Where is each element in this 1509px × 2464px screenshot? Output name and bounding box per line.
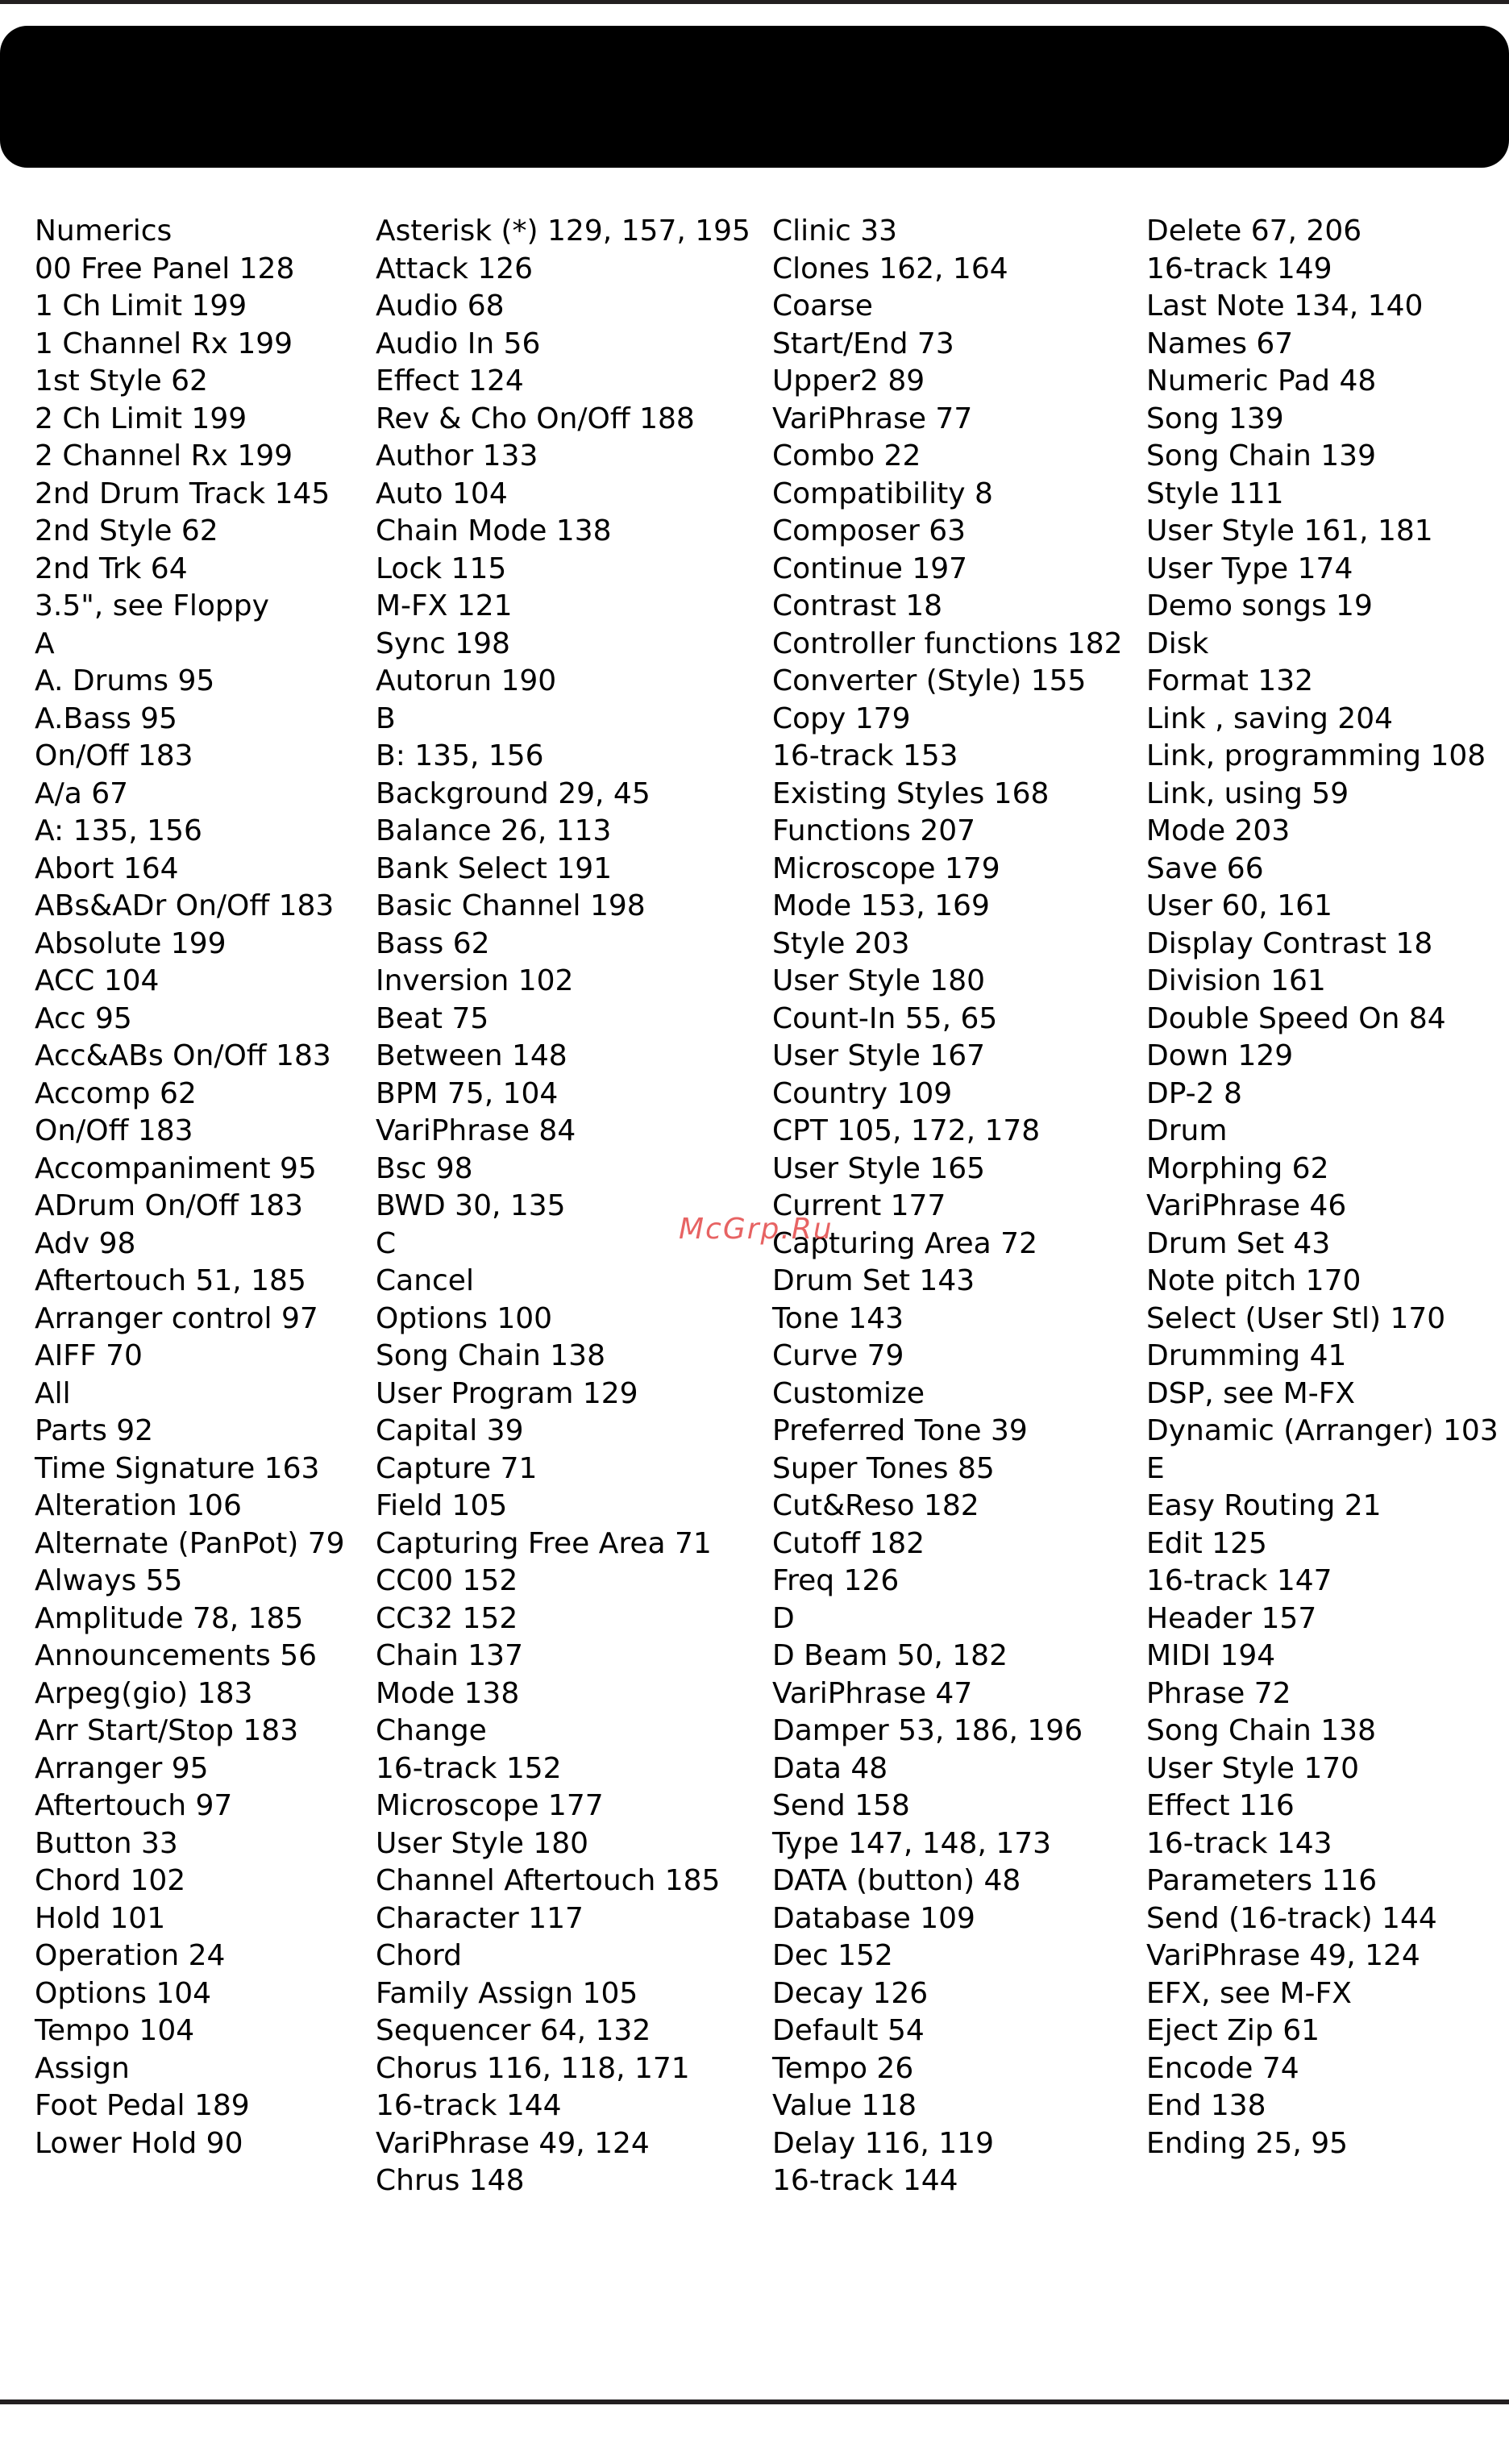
- index-entry: 2 Ch Limit 199: [35, 402, 247, 435]
- index-entry: Database 109: [772, 1901, 975, 1935]
- index-entry: Converter (Style) 155: [772, 664, 1087, 697]
- index-entry: Alternate (PanPot) 79: [35, 1526, 345, 1560]
- index-entry: Aftertouch 51, 185: [35, 1264, 306, 1297]
- index-entry: Options 104: [35, 1976, 212, 2010]
- index-entry: B: [376, 701, 396, 735]
- index-entry: Delay 116, 119: [772, 2126, 994, 2160]
- index-entry: Type 147, 148, 173: [772, 1826, 1052, 1860]
- index-entry: Acc&ABs On/Off 183: [35, 1039, 331, 1072]
- index-column-2: [376, 213, 750, 2200]
- index-entry: Existing Styles 168: [772, 776, 1050, 810]
- index-entry: AIFF 70: [35, 1339, 143, 1372]
- index-entry: User Style 165: [772, 1151, 986, 1185]
- index-entry: Demo songs 19: [1146, 589, 1373, 622]
- index-entry: User 60, 161: [1146, 889, 1332, 922]
- index-entry: Always 55: [35, 1564, 183, 1597]
- index-entry: Link , saving 204: [1146, 701, 1393, 735]
- index-entry: Button 33: [35, 1826, 178, 1860]
- index-entry: Super Tones 85: [772, 1451, 995, 1485]
- index-entry: Down 129: [1146, 1039, 1294, 1072]
- index-entry: Count-In 55, 65: [772, 1001, 998, 1035]
- index-entry: Effect 124: [376, 364, 524, 397]
- index-entry: Parts 92: [35, 1414, 154, 1447]
- index-entry: CC32 152: [376, 1601, 518, 1635]
- index-entry: Rev & Cho On/Off 188: [376, 402, 695, 435]
- index-entry: Easy Routing 21: [1146, 1489, 1382, 1522]
- index-column-3: [772, 213, 1123, 2200]
- index-entry: Combo 22: [772, 439, 921, 472]
- index-entry: Author 133: [376, 439, 538, 472]
- index-entry: VariPhrase 77: [772, 402, 973, 435]
- index-entry: Sequencer 64, 132: [376, 2014, 651, 2047]
- index-entry: User Type 174: [1146, 551, 1353, 585]
- index-entry: Field 105: [376, 1489, 508, 1522]
- index-entry: Capturing Area 72: [772, 1226, 1037, 1260]
- index-entry: Style 111: [1146, 477, 1284, 510]
- index-entry: Chord: [376, 1939, 462, 1972]
- index-entry: 00 Free Panel 128: [35, 252, 295, 285]
- index-entry: User Style 180: [772, 964, 986, 997]
- index-entry: Foot Pedal 189: [35, 2089, 250, 2122]
- index-entry: Default 54: [772, 2014, 925, 2047]
- index-entry: Clinic 33: [772, 214, 898, 248]
- index-entry: Continue 197: [772, 551, 968, 585]
- index-entry: Select (User Stl) 170: [1146, 1301, 1446, 1335]
- index-entry: Clones 162, 164: [772, 252, 1008, 285]
- index-entry: Tone 143: [772, 1301, 904, 1335]
- index-entry: Mode 153, 169: [772, 889, 990, 922]
- index-entry: Last Note 134, 140: [1146, 289, 1424, 323]
- index-entry: Preferred Tone 39: [772, 1414, 1028, 1447]
- index-entry: Accompaniment 95: [35, 1151, 317, 1185]
- index-entry: Header 157: [1146, 1601, 1317, 1635]
- index-entry: DP-2 8: [1146, 1076, 1242, 1110]
- index-entry: Decay 126: [772, 1976, 929, 2010]
- index-entry: Ending 25, 95: [1146, 2126, 1349, 2160]
- index-entry: User Style 170: [1146, 1751, 1360, 1785]
- top-rule: [0, 0, 1509, 4]
- index-entry: All: [35, 1376, 71, 1410]
- index-entry: 2 Channel Rx 199: [35, 439, 293, 472]
- index-entry: 16-track 152: [376, 1751, 562, 1785]
- index-entry: 2nd Drum Track 145: [35, 477, 330, 510]
- index-entry: Upper2 89: [772, 364, 925, 397]
- index-entry: ACC 104: [35, 964, 160, 997]
- index-entry: Cutoff 182: [772, 1526, 925, 1560]
- index-entry: 16-track 153: [772, 739, 958, 772]
- index-entry: Background 29, 45: [376, 776, 651, 810]
- index-entry: 16-track 144: [772, 2164, 958, 2197]
- index-entry: BPM 75, 104: [376, 1076, 559, 1110]
- index-entry: Compatibility 8: [772, 477, 993, 510]
- index-entry: Asterisk (*) 129, 157, 195: [376, 214, 750, 248]
- index-entry: Encode 74: [1146, 2051, 1299, 2085]
- index-entry: A. Drums 95: [35, 664, 215, 697]
- header-band: [0, 26, 1509, 168]
- index-entry: Hold 101: [35, 1901, 166, 1935]
- index-entry: Link, programming 108: [1146, 739, 1486, 772]
- index-entry: Arranger control 97: [35, 1301, 318, 1335]
- bottom-rule: [0, 2399, 1509, 2404]
- index-entry: Effect 116: [1146, 1789, 1295, 1822]
- index-entry: Phrase 72: [1146, 1676, 1291, 1710]
- index-entry: User Style 161, 181: [1146, 514, 1433, 547]
- index-entry: Song Chain 138: [376, 1339, 605, 1372]
- index-entry: Attack 126: [376, 252, 534, 285]
- index-entry: Send (16-track) 144: [1146, 1901, 1437, 1935]
- index-entry: C: [376, 1226, 397, 1260]
- index-entry: VariPhrase 49, 124: [376, 2126, 650, 2160]
- index-entry: VariPhrase 84: [376, 1114, 576, 1147]
- index-entry: Format 132: [1146, 664, 1314, 697]
- index-entry: Tempo 104: [35, 2014, 195, 2047]
- index-entry: Value 118: [772, 2089, 917, 2122]
- index-entry: 16-track 149: [1146, 252, 1332, 285]
- index-entry: Song Chain 138: [1146, 1714, 1376, 1747]
- index-entry: VariPhrase 47: [772, 1676, 973, 1710]
- index-entry: On/Off 183: [35, 1114, 193, 1147]
- index-entry: Chord 102: [35, 1864, 186, 1897]
- index-entry: Inversion 102: [376, 964, 574, 997]
- index-entry: CPT 105, 172, 178: [772, 1114, 1041, 1147]
- index-entry: Family Assign 105: [376, 1976, 638, 2010]
- index-entry: Controller functions 182: [772, 626, 1123, 660]
- index-entry: 1 Ch Limit 199: [35, 289, 247, 323]
- index-entry: Disk: [1146, 626, 1209, 660]
- index-entry: Arranger 95: [35, 1751, 209, 1785]
- index-entry: VariPhrase 49, 124: [1146, 1939, 1420, 1972]
- index-entry: Curve 79: [772, 1339, 904, 1372]
- index-entry: Save 66: [1146, 851, 1264, 885]
- index-entry: Mode 203: [1146, 814, 1291, 847]
- index-entry: Dynamic (Arranger) 103: [1146, 1414, 1499, 1447]
- index-column-1: [35, 213, 345, 2162]
- index-entry: 1 Channel Rx 199: [35, 327, 293, 360]
- index-entry: MIDI 194: [1146, 1639, 1276, 1672]
- index-entry: Lock 115: [376, 551, 507, 585]
- index-entry: Drum Set 43: [1146, 1226, 1331, 1260]
- index-entry: Chrus 148: [376, 2164, 525, 2197]
- index-entry: A: [35, 626, 55, 660]
- index-entry: Capital 39: [376, 1414, 524, 1447]
- index-entry: Send 158: [772, 1789, 910, 1822]
- index-entry: User Style 180: [376, 1826, 589, 1860]
- index-entry: VariPhrase 46: [1146, 1189, 1347, 1222]
- index-entry: Numeric Pad 48: [1146, 364, 1377, 397]
- index-entry: Assign: [35, 2051, 130, 2085]
- index-entry: Eject Zip 61: [1146, 2014, 1320, 2047]
- index-entry: A: 135, 156: [35, 814, 202, 847]
- index-entry: 2nd Style 62: [35, 514, 218, 547]
- index-entry: Country 109: [772, 1076, 953, 1110]
- index-entry: 1st Style 62: [35, 364, 208, 397]
- index-entry: Chain Mode 138: [376, 514, 612, 547]
- index-entry: Morphing 62: [1146, 1151, 1329, 1185]
- index-entry: Tempo 26: [772, 2051, 914, 2085]
- index-entry: Balance 26, 113: [376, 814, 612, 847]
- index-entry: Damper 53, 186, 196: [772, 1714, 1083, 1747]
- index-entry: Options 100: [376, 1301, 553, 1335]
- index-entry: 16-track 147: [1146, 1564, 1332, 1597]
- index-entry: D: [772, 1601, 795, 1635]
- index-entry: Dec 152: [772, 1939, 893, 1972]
- index-column-4: [1146, 213, 1499, 2162]
- index-entry: Capture 71: [376, 1451, 538, 1485]
- index-entry: DSP, see M-FX: [1146, 1376, 1356, 1410]
- index-entry: Absolute 199: [35, 926, 227, 960]
- index-entry: Composer 63: [772, 514, 967, 547]
- index-entry: D Beam 50, 182: [772, 1639, 1008, 1672]
- index-entry: Bass 62: [376, 926, 490, 960]
- index-entry: Autorun 190: [376, 664, 557, 697]
- index-entry: Chain 137: [376, 1639, 523, 1672]
- index-entry: Note pitch 170: [1146, 1264, 1361, 1297]
- index-entry: B: 135, 156: [376, 739, 544, 772]
- index-entry: Names 67: [1146, 327, 1294, 360]
- index-entry: User Program 129: [376, 1376, 638, 1410]
- index-entry: E: [1146, 1451, 1165, 1485]
- index-entry: Alteration 106: [35, 1489, 242, 1522]
- index-entry: Lower Hold 90: [35, 2126, 243, 2160]
- index-entry: Numerics: [35, 214, 173, 248]
- index-entry: Freq 126: [772, 1564, 900, 1597]
- index-entry: Copy 179: [772, 701, 911, 735]
- index-entry: Coarse: [772, 289, 873, 323]
- index-entry: User Style 167: [772, 1039, 986, 1072]
- index-entry: Abort 164: [35, 851, 179, 885]
- index-entry: Double Speed On 84: [1146, 1001, 1446, 1035]
- index-entry: Channel Aftertouch 185: [376, 1864, 721, 1897]
- index-entry: Customize: [772, 1376, 925, 1410]
- index-entry: Announcements 56: [35, 1639, 318, 1672]
- index-entry: Acc 95: [35, 1001, 132, 1035]
- index-entry: ABs&ADr On/Off 183: [35, 889, 335, 922]
- index-entry: CC00 152: [376, 1564, 518, 1597]
- index-entry: ADrum On/Off 183: [35, 1189, 304, 1222]
- index-entry: Song 139: [1146, 402, 1284, 435]
- index-entry: Microscope 177: [376, 1789, 604, 1822]
- index-entry: Auto 104: [376, 477, 508, 510]
- index-entry: Current 177: [772, 1189, 946, 1222]
- index-entry: Start/End 73: [772, 327, 954, 360]
- index-entry: 3.5", see Floppy: [35, 589, 269, 622]
- watermark: McGrp.Ru: [679, 1213, 833, 1246]
- index-entry: Division 161: [1146, 964, 1326, 997]
- index-entry: Drumming 41: [1146, 1339, 1347, 1372]
- index-entry: EFX, see M-FX: [1146, 1976, 1352, 2010]
- index-entry: BWD 30, 135: [376, 1189, 566, 1222]
- index-entry: Style 203: [772, 926, 910, 960]
- index-entry: Microscope 179: [772, 851, 1000, 885]
- index-entry: Change: [376, 1714, 487, 1747]
- index-entry: Cut&Reso 182: [772, 1489, 979, 1522]
- index-entry: Bank Select 191: [376, 851, 613, 885]
- index-entry: Accomp 62: [35, 1076, 197, 1110]
- index-entry: Contrast 18: [772, 589, 943, 622]
- index-entry: Operation 24: [35, 1939, 226, 1972]
- index-entry: Capturing Free Area 71: [376, 1526, 712, 1560]
- index-entry: Beat 75: [376, 1001, 489, 1035]
- index-entry: Cancel: [376, 1264, 474, 1297]
- index-entry: Adv 98: [35, 1226, 136, 1260]
- index-entry: Edit 125: [1146, 1526, 1267, 1560]
- index-entry: Aftertouch 97: [35, 1789, 233, 1822]
- index-entry: Parameters 116: [1146, 1864, 1378, 1897]
- index-entry: Chorus 116, 118, 171: [376, 2051, 690, 2085]
- index-entry: Basic Channel 198: [376, 889, 646, 922]
- index-entry: Arpeg(gio) 183: [35, 1676, 253, 1710]
- index-entry: Audio 68: [376, 289, 505, 323]
- index-entry: A.Bass 95: [35, 701, 177, 735]
- index-entry: Delete 67, 206: [1146, 214, 1362, 248]
- index-entry: Data 48: [772, 1751, 888, 1785]
- index-entry: Between 148: [376, 1039, 567, 1072]
- index-entry: A/a 67: [35, 776, 129, 810]
- index-entry: Drum: [1146, 1114, 1228, 1147]
- index-entry: On/Off 183: [35, 739, 193, 772]
- index-entry: 16-track 144: [376, 2089, 562, 2122]
- index-entry: Link, using 59: [1146, 776, 1349, 810]
- index-entry: 2nd Trk 64: [35, 551, 188, 585]
- index-entry: Song Chain 139: [1146, 439, 1376, 472]
- index-entry: Functions 207: [772, 814, 976, 847]
- index-entry: Bsc 98: [376, 1151, 473, 1185]
- index-entry: Display Contrast 18: [1146, 926, 1433, 960]
- index-entry: End 138: [1146, 2089, 1266, 2122]
- index-entry: Character 117: [376, 1901, 584, 1935]
- index-entry: Mode 138: [376, 1676, 520, 1710]
- index-entry: Sync 198: [376, 626, 510, 660]
- index-entry: DATA (button) 48: [772, 1864, 1021, 1897]
- index-entry: Amplitude 78, 185: [35, 1601, 304, 1635]
- index-entry: Drum Set 143: [772, 1264, 975, 1297]
- index-entry: Audio In 56: [376, 327, 541, 360]
- index-entry: M-FX 121: [376, 589, 513, 622]
- index-entry: Arr Start/Stop 183: [35, 1714, 299, 1747]
- index-entry: 16-track 143: [1146, 1826, 1332, 1860]
- index-entry: Time Signature 163: [35, 1451, 320, 1485]
